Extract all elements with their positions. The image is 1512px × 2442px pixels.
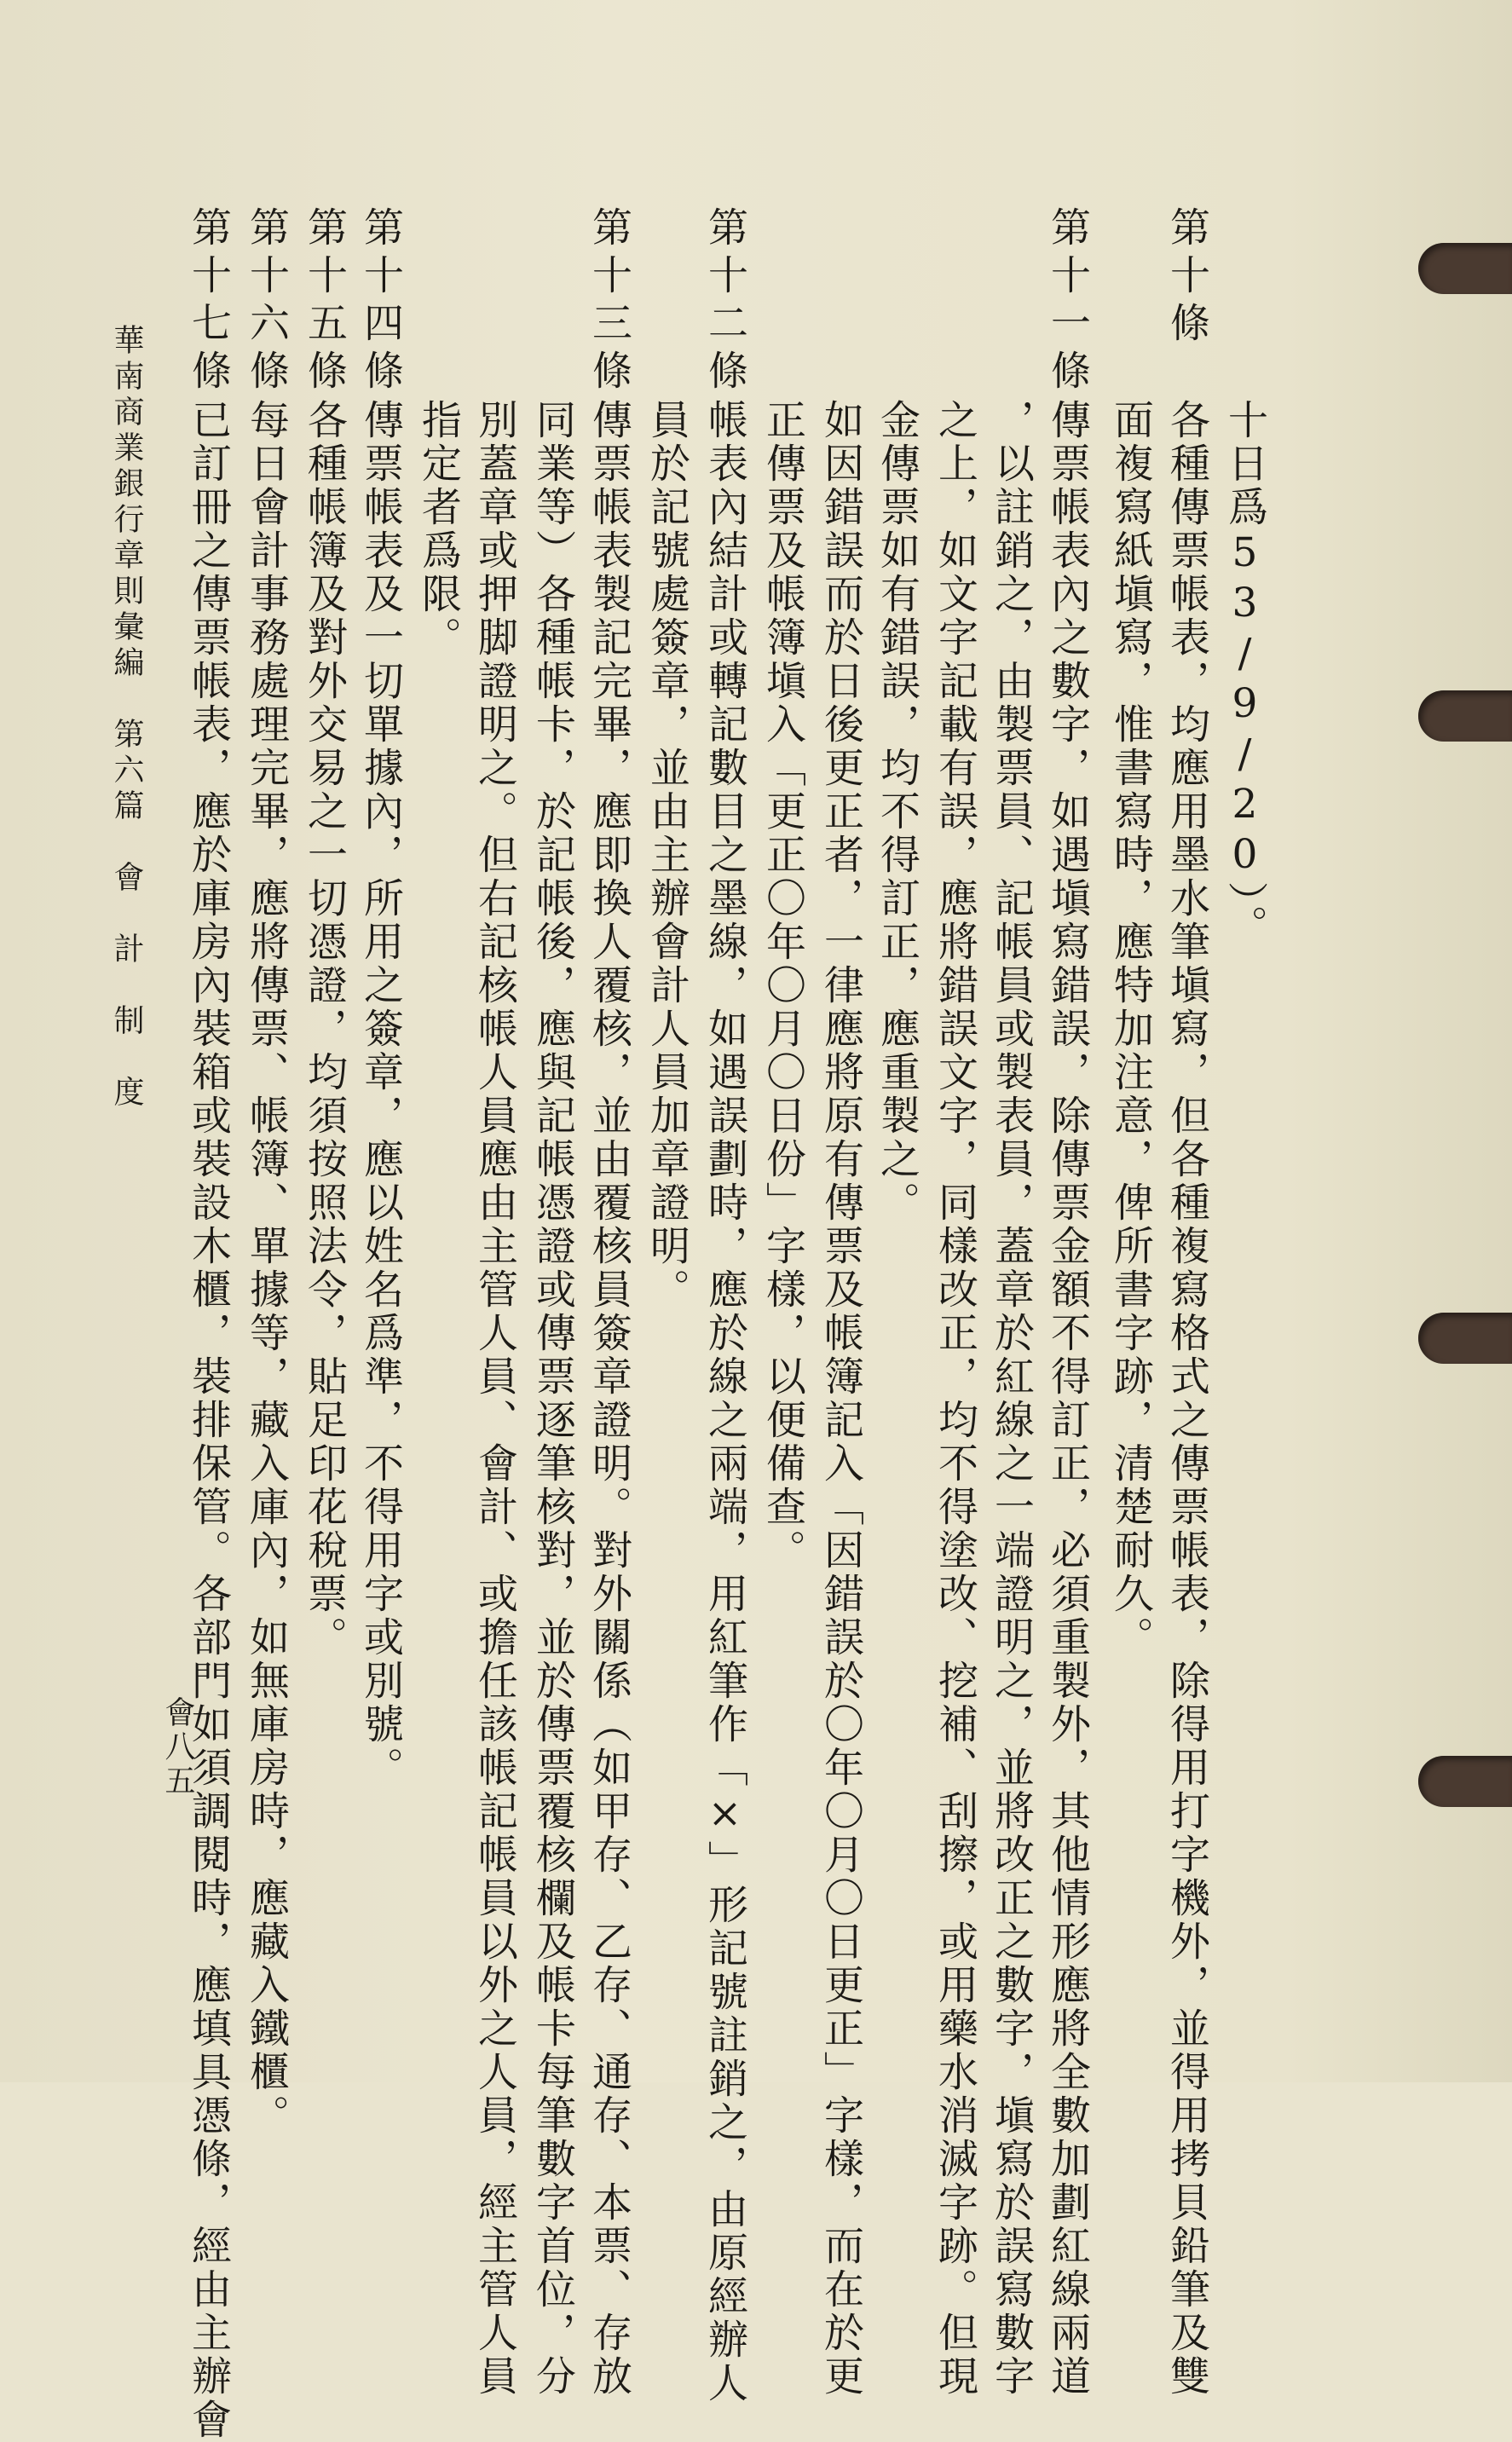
binding-hole (1418, 690, 1512, 742)
text-line: 正傳票及帳簿塡入「更正〇年〇月〇日份」字樣，以便備查。 (759, 399, 806, 1573)
text-line: 每日會計事務處理完畢，應將傳票、帳簿、單據等，藏入庫內，如無庫房時，應藏入鐵櫃。 (243, 399, 290, 2138)
article-number: 第十二條 (701, 206, 748, 397)
article-number: 第十三條 (586, 206, 632, 397)
article-number: 第十一條 (1044, 206, 1091, 397)
text-line: ，以註銷之，由製票員、記帳員或製表員，蓋章於紅線之一端證明之，並將改正之數字，塡寫於誤寫數字 (988, 399, 1035, 2399)
text-line: 傳票帳表內之數字，如遇塡寫錯誤，除傳票金額不得訂正，必須重製外，其他情形應將全數加劃紅線兩道 (1044, 399, 1091, 2399)
article-number: 第十七條 (185, 206, 232, 397)
text-line: 同業等）各種帳卡，於記帳後，應與記帳憑證或傳票逐筆核對，並於傳票覆核欄及帳卡每筆數字首位，分 (529, 399, 576, 2399)
text-line: 金傳票如有錯誤，均不得訂正，應重製之。 (874, 399, 920, 1225)
text-line: 如因錯誤而於日後更正者，一律應將原有傳票及帳簿記入「因錯誤於〇年〇月〇日更正」字樣，而在於更 (817, 399, 864, 2399)
book-footer-title: 華南商業銀行章則彙編 第六篇 會 計 制 度 (109, 324, 144, 1111)
text-line: 各種傳票帳表，均應用墨水筆塡寫，但各種複寫格式之傳票帳表，除得用打字機外，並得用拷貝鉛筆及雙 (1163, 399, 1210, 2399)
article-number: 第十五條 (301, 206, 348, 397)
text-line: 之上，如文字記載有誤，應將錯誤文字，同樣改正，均不得塗改、挖補、刮擦，或用藥水消滅字跡。但現 (932, 399, 978, 2399)
text-line: 傳票帳表及一切單據內，所用之簽章，應以姓名爲準，不得用字或別號。 (357, 399, 404, 1790)
text-line: 各種帳簿及對外交易之一切憑證，均須按照法令，貼足印花稅票。 (301, 399, 348, 1660)
page-number: 會八五 (160, 1696, 195, 1798)
text-line: 面複寫紙塡寫，惟書寫時，應特加注意，俾所書字跡，清楚耐久。 (1107, 399, 1154, 1660)
article-number: 第十六條 (243, 206, 290, 397)
article-number: 第十四條 (357, 206, 404, 397)
article-number: 第十條 (1163, 206, 1210, 349)
text-line: 指定者爲限。 (415, 399, 462, 660)
binding-hole (1418, 1756, 1512, 1807)
text-line: 帳表內結計或轉記數目之墨線，如遇誤劃時，應於線之兩端，用紅筆作「×」形記號註銷之，由原經辦人 (701, 399, 748, 2405)
binding-hole (1418, 243, 1512, 294)
text-line: 傳票帳表製記完畢，應即換人覆核，並由覆核員簽章證明。對外關係（如甲存、乙存、通存、本票、存放 (586, 399, 632, 2399)
text-line: 員於記號處簽章，並由主辦會計人員加章證明。 (643, 399, 690, 1312)
text-line: 已訂冊之傳票帳表，應於庫房內裝箱或裝設木櫃，裝排保管。各部門如須調閱時，應填具憑條，經由主辦會 (185, 399, 232, 2442)
binding-hole (1418, 1313, 1512, 1364)
text-line: 別蓋章或押脚證明之。但右記核帳人員應由主管人員、會計、或擔任該帳記帳員以外之人員，經主管人員 (471, 399, 518, 2399)
text-line: 十日爲53/9/20）。 (1221, 399, 1268, 949)
